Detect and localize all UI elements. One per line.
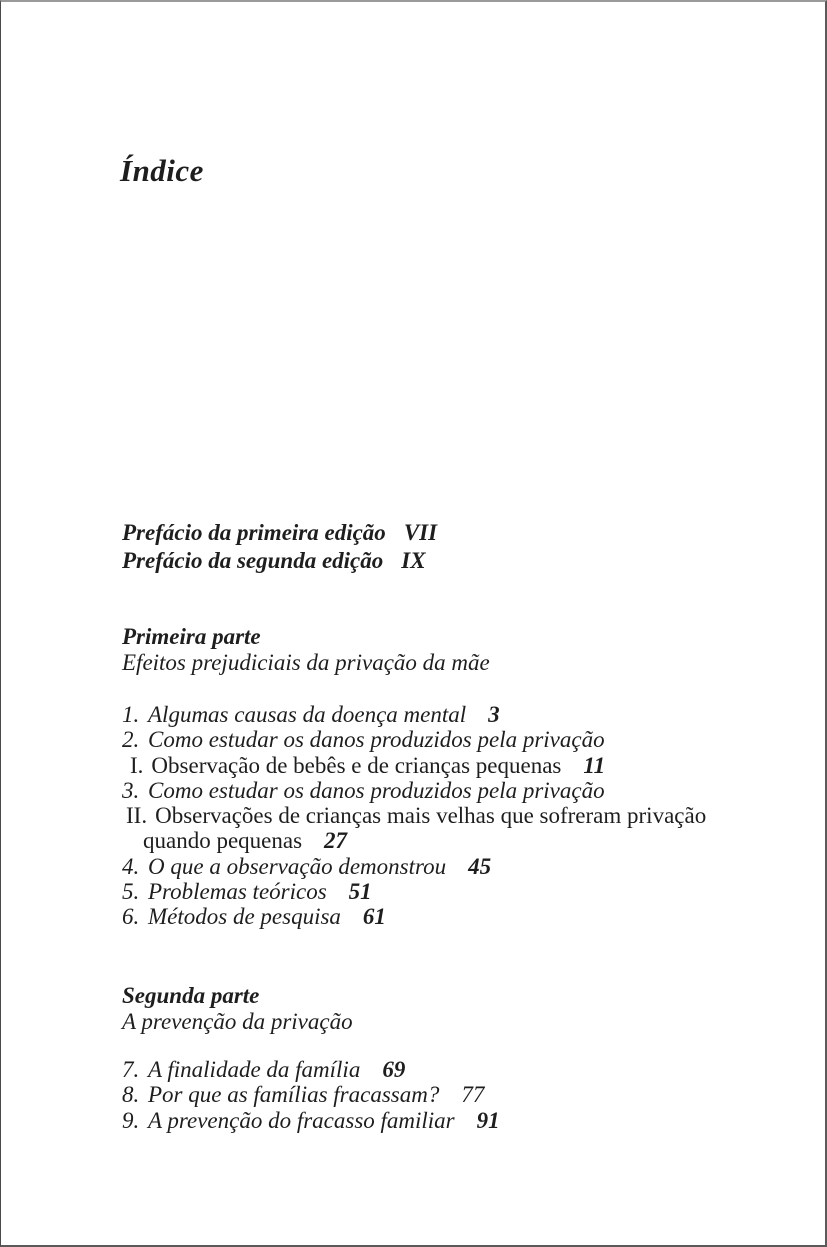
part-heading — [122, 624, 490, 676]
entry-number: 7. — [122, 1057, 140, 1082]
preface-page-number: IX — [401, 547, 426, 573]
entry-page-number: 91 — [476, 1107, 500, 1133]
entry-number: 5. — [122, 879, 140, 905]
toc-entry — [122, 854, 706, 879]
entry-title: Como estudar os danos produzidos pela privação — [148, 777, 605, 803]
entry-title: Problemas teóricos — [148, 879, 327, 905]
entry-page-number: 27 — [324, 828, 348, 854]
part-name: Segunda parte — [122, 983, 260, 1008]
entry-title: O que a observação demonstrou — [148, 853, 447, 879]
page-title: Índice — [120, 153, 204, 188]
toc-entry — [122, 727, 706, 752]
toc-entry-list — [122, 1057, 500, 1133]
entry-title: Por que as famílias fracassam? — [148, 1082, 440, 1108]
subentry-text: quando pequenas — [143, 828, 303, 854]
toc-entry-list — [122, 702, 706, 930]
preface-page-number: VII — [403, 520, 438, 545]
entry-title: Algumas causas da doença mental — [148, 702, 467, 727]
part-subtitle: A prevenção da privação — [122, 1009, 353, 1034]
entry-page-number: 11 — [583, 752, 606, 778]
toc-entry — [122, 1108, 500, 1133]
toc-preface-line — [122, 519, 437, 547]
toc-entry — [122, 702, 706, 727]
toc-entry — [122, 778, 706, 803]
subentry-continuation — [122, 828, 706, 853]
part-name: Primeira parte — [122, 624, 261, 649]
entry-title: Métodos de pesquisa — [148, 904, 341, 930]
entry-page-number: 51 — [348, 879, 372, 905]
entry-page-number: 77 — [461, 1082, 485, 1108]
preface-label: Prefácio da primeira edição — [122, 520, 386, 545]
entry-title: Como estudar os danos produzidos pela privação — [148, 727, 605, 753]
entry-number: 3. — [122, 777, 140, 803]
entry-number: 1. — [122, 702, 140, 727]
subentry-numeral: I. — [130, 752, 144, 778]
toc-preface-line — [122, 547, 437, 575]
toc-entry — [122, 904, 706, 929]
entry-title: A prevenção do fracasso familiar — [148, 1107, 455, 1133]
entry-number: 2. — [122, 727, 140, 753]
entry-number: 8. — [122, 1082, 140, 1108]
toc-entry — [122, 879, 706, 904]
entry-page-number: 3 — [488, 702, 500, 727]
part-heading — [122, 983, 353, 1035]
entry-title: A finalidade da família — [148, 1057, 361, 1082]
entry-page-number: 61 — [362, 904, 386, 930]
subentry-text: Observações de crianças mais velhas que sofreram privação — [155, 803, 707, 829]
toc-entry — [122, 1082, 500, 1107]
entry-number: 4. — [122, 853, 140, 879]
entry-number: 6. — [122, 904, 140, 930]
toc-subentry — [122, 753, 706, 778]
preface-label: Prefácio da segunda edição — [122, 547, 384, 573]
toc-entry — [122, 1057, 500, 1082]
subentry-numeral: II. — [126, 803, 148, 829]
toc-subentry — [122, 803, 706, 828]
entry-page-number: 69 — [382, 1057, 406, 1082]
preface-list — [122, 519, 437, 574]
entry-number: 9. — [122, 1107, 140, 1133]
entry-page-number: 45 — [468, 853, 492, 879]
part-subtitle: Efeitos prejudiciais da privação da mãe — [122, 650, 490, 675]
subentry-text: Observação de bebês e de crianças pequenas — [151, 752, 562, 778]
